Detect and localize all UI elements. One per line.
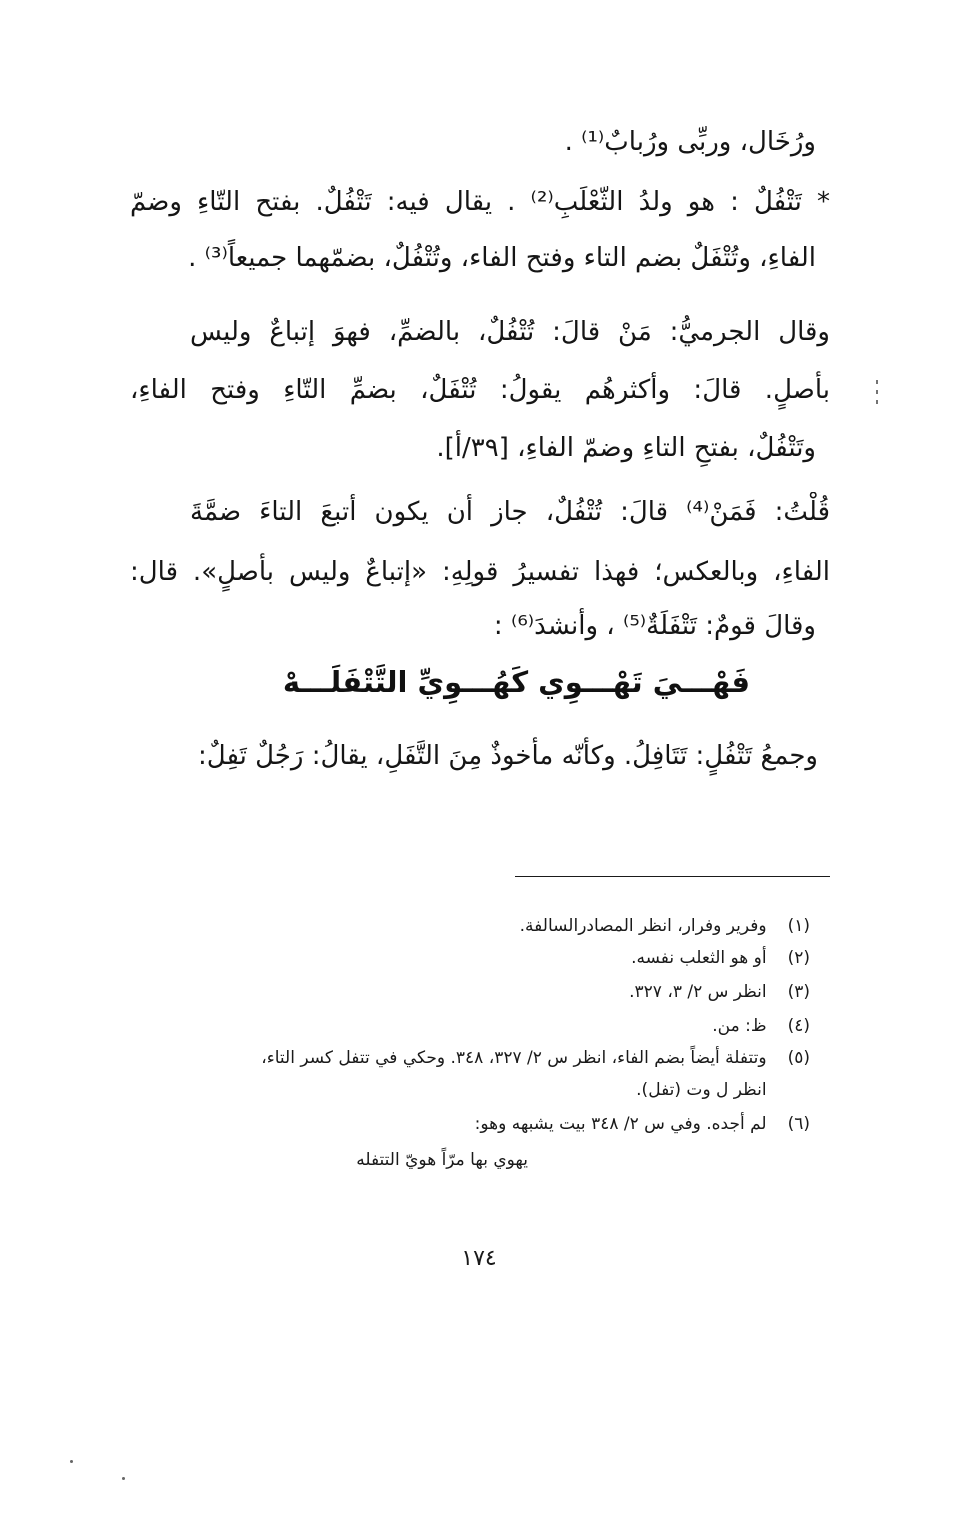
footnote-text: انظر س ٢/ ٣، ٣٢٧.: [629, 982, 767, 1002]
footnote-4: [712, 1012, 810, 1040]
footnote-text: يهوي بها مرّاً هويّ التتفله: [356, 1150, 528, 1170]
page-number: ١٧٤: [461, 1246, 497, 1271]
footnote-text: وتتفلة أيضاً بضم الفاء، انظر س ٢/ ٣٢٧، ٣٤٨. وحكي في تتفل كسر التاء،: [261, 1048, 767, 1068]
footnote-text: لم أجده. وفي س ٢/ ٣٤٨ بيت يشبهه وهو:: [474, 1114, 767, 1134]
footnote-number: (٥): [787, 1048, 810, 1068]
quote-line-3: وتَتْفُلٌ، بفتحِ التاءِ وضمّ الفاءِ، [٣٩/أ].: [436, 433, 816, 463]
footnote-number: (١): [787, 916, 810, 936]
margin-mark-icon: [872, 378, 882, 408]
verse-line: فَهْـــيَ تَهْـــوِي كَهُـــوِيِّ التَّتْفَلَـــهْ: [282, 665, 750, 699]
footnote-separator: [515, 876, 830, 877]
footnote-text: أو هو الثعلب نفسه.: [631, 948, 767, 968]
quote-line-2: بأصلٍ. قالَ: وأكثرهُم يقولُ: تُتْفَلٌ، بضمِّ التّاءِ وفتح الفاءِ،: [130, 375, 830, 405]
comment-line-3: وقالَ قومٌ: تَتْفَلَةٌ⁽⁵⁾ ، وأنشدَ⁽⁶⁾ :: [493, 611, 816, 641]
footnote-number: (٦): [787, 1114, 810, 1134]
footnote-5: [261, 1044, 810, 1072]
footnote-2: [631, 944, 810, 972]
entry-line-1: * تَتْفُلٌ : هو ولدُ الثّعْلَبِ⁽²⁾ . يقال فيه: تَتْفُلٌ. بفتح التّاءِ وضمّ: [130, 187, 830, 217]
footnote-6-verse: [356, 1146, 528, 1174]
footnote-number: (٤): [787, 1016, 810, 1036]
footnote-text: ظ: من.: [712, 1016, 767, 1036]
scan-speck: [70, 1460, 73, 1463]
plural-line: وجمعُ تَتْفُلٍ: تَتَافِلُ. وكأنّه مأخوذٌ مِنَ التَّفَلِ، يقالُ: رَجُلٌ تَفِلٌ:: [198, 741, 818, 771]
footnote-6: [475, 1110, 810, 1138]
footnote-1: [520, 912, 810, 940]
footnote-number: (٣): [787, 982, 810, 1002]
footnote-5-cont: [636, 1076, 810, 1104]
footnote-text: انظر ل وت (تفل).: [636, 1080, 767, 1100]
footnote-text: وفرير وفرار، انظر المصادرالسالفة.: [519, 916, 767, 936]
quote-line-1: وقال الجرميُّ: مَنْ قالَ: تُتْفُلٌ، بالضمِّ، فهوَ إتباعٌ وليس: [190, 317, 830, 347]
body-line-1: ورُخَال، وربِّى ورُبابٌ⁽¹⁾ .: [564, 127, 816, 157]
comment-line-2: الفاءِ، وبالعكس؛ فهذا تفسيرُ قولِهِ: «إتباعٌ وليس بأصلٍ». قال:: [130, 557, 830, 587]
footnote-3: [629, 978, 810, 1006]
scan-speck: [122, 1477, 125, 1480]
footnote-number: (٢): [787, 948, 810, 968]
entry-line-2: الفاءِ، وتُتْفَلٌ بضم التاء وفتح الفاء، وتُتْفُلٌ، بضمّهما جميعاً⁽³⁾ .: [188, 243, 816, 273]
comment-line-1: قُلْتُ: فَمَنْ⁽⁴⁾ قالَ: تُتْفُلٌ، جاز أن يكون أتبعَ التاءَ ضمَّةَ: [190, 497, 830, 527]
